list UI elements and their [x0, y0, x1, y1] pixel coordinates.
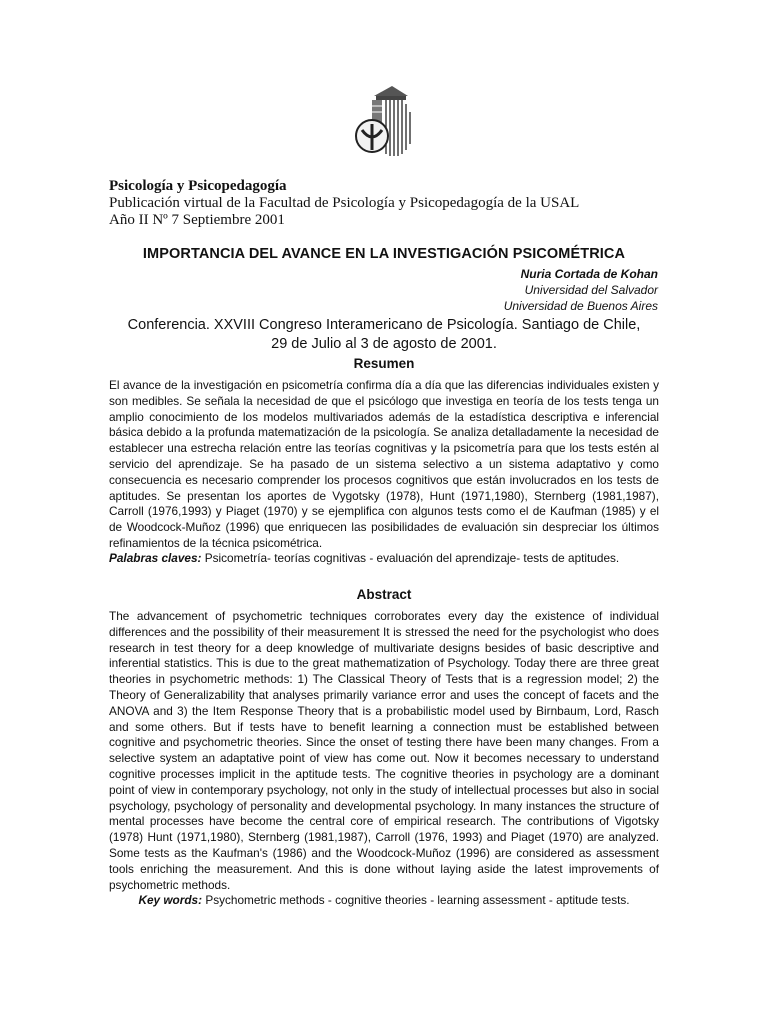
publication-header: [109, 178, 669, 229]
publication-subtitle: Publicación virtual de la Facultad de Psicología y Psicopedagogía de la USAL: [109, 195, 580, 211]
resumen-keywords-label: Palabras claves:: [109, 551, 202, 565]
resumen-keywords: [109, 551, 659, 567]
resumen-body: El avance de la investigación en psicometría confirma día a día que las diferencias individuales existen y son medibles. Se señala la necesidad de que el psicólogo que investiga en teoría de los tests tenga un amplio conocimiento de los modelos multivariados además de la estadística descriptiva e inferencial básica debido a la profunda matematización de la psicología. Se analiza detalladamente la necesidad de establecer una estrecha relación entre las teorías cognitivas y la psicometría para que los tests estén al servicio del aprendizaje. Se ha pasado de un sistema selectivo a un sistema adaptativo y como consecuencia es necesario comprender los procesos cognitivos que están involucrados en los tests de aptitudes. Se presentan los aportes de Vygotsky (1978), Hunt (1971,1980), Sternberg (1981,1987), Carroll (1976,1993) y Piaget (1970) y se ejemplifica con algunos tests como el de Kaufman (1985) y el de Woodcock-Muñoz (1996) que enriquecen las posibilidades de evaluación sin despreciar los últimos refinamientos de la técnica psicométrica.: [109, 378, 659, 550]
author-affiliation-2: Universidad de Buenos Aires: [503, 299, 658, 313]
abstract-body: The advancement of psychometric techniques corroborates every day the existence of individual differences and the possibility of their measurement It is stressed the need for the psychologist who does research in test theory for a deep knowledge of multivariate designs besides of basic descriptive and inferential statistics. This is due to the great mathematization of Psychology. Today there are three great theories in psychometric methods: 1) The Classical Theory of Tests that is a regression model; 2) the Theory of Generalizability that analyses primarily variance error and uses the concept of facets and the ANOVA and 3) the Item Response Theory that is a probabilistic model used by Birnbaum, Lord, Rasch and some others. But if tests have to benefit learning a connection must be established between cognitive and psychometric theories. Since the onset of testing there have been many changes. From a selective system an adaptative point of view has come out. Now it becomes necessary to understand cognitive processes implicit in the aptitude tests. The cognitive theories in psychology are a dominant point of view in contemporary psychology, not only in the study of intellectual processes but also in social psychology, psychology of personality and developmental psychology. In many instances the structure of mental processes have become the central core of empirical research. The contributions of Vigotsky (1978) Hunt (1971,1980), Sternberg (1981,1987), Carroll (1976, 1993) and Piaget (1970) are analyzed. Some tests as the Kaufman's (1986) and the Woodcock-Muñoz (1996) are considered as assessment tools enriching the measurement. And this is done without laying aside the latest improvements of psychometric methods.: [109, 609, 659, 892]
publication-title: Psicología y Psicopedagogía: [109, 178, 287, 194]
abstract-keywords-label: Key words:: [138, 893, 203, 907]
author-affiliation-1: Universidad del Salvador: [524, 283, 658, 297]
resumen-heading: Resumen: [353, 356, 415, 371]
abstract-keywords: [109, 893, 659, 909]
resumen-keywords-text: Psicometría- teorías cognitivas - evaluación del aprendizaje- tests de aptitudes.: [201, 551, 620, 565]
abstract-heading: Abstract: [356, 587, 412, 602]
article-title: IMPORTANCIA DEL AVANCE EN LA INVESTIGACIÓN PSICOMÉTRICA: [142, 246, 626, 262]
conference-info: [109, 316, 659, 354]
publication-issue: Año II Nº 7 Septiembre 2001: [109, 212, 285, 228]
university-logo-icon: [352, 84, 414, 160]
author-block: [258, 266, 658, 314]
conference-line-2: 29 de Julio al 3 de agosto de 2001.: [271, 336, 497, 352]
author-name: Nuria Cortada de Kohan: [520, 267, 658, 281]
conference-line-1: Conferencia. XXVIII Congreso Interamericano de Psicología. Santiago de Chile,: [127, 317, 641, 333]
abstract-keywords-text: Psychometric methods - cognitive theories - learning assessment - aptitude tests.: [202, 893, 630, 907]
